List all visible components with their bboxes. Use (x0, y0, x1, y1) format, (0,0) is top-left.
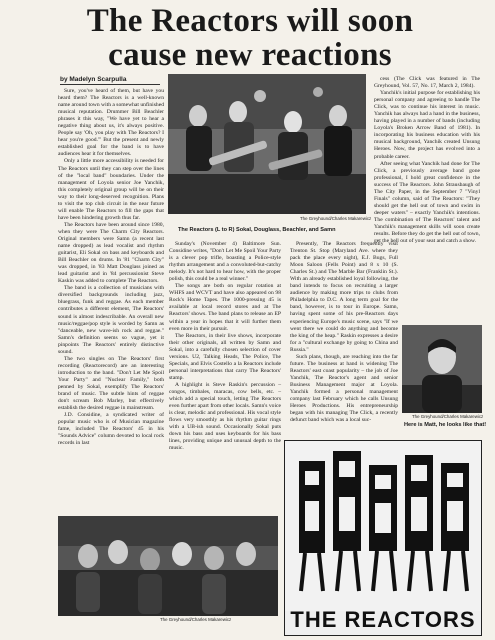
poster-title: THE REACTORS (290, 607, 476, 632)
crowd-photo-credit: The Greyhound/Charles Makarewicz (160, 617, 232, 622)
article-paragraph: cess (The Click was featured in The Greyhound, Vol. 57, No. 17, March 2, 1984). (374, 76, 480, 90)
headline (30, 4, 470, 72)
article-paragraph: The Reactors, in their live shows, incorporate their other originals, all written by Samn and Sokal, into a carefully chosen selection of cover versions. U2, Talking Heads, The Police, The Specials, and Elvis Costello a la Reactors include personal interpretations that carry The Reactors' stamp. (169, 332, 281, 381)
matt-photo (402, 325, 482, 413)
article-paragraph: Such plans, though, are reaching into the far future. The business at hand is widening The Reactors' east coast popularity – the job of Joe Yanchik, The Reactor's agent and senior Business Management major at Loyola. Yanchik formed a personal management company last February which he calls Unsung Heroes Productions. His entrepreneurship began with his managing The Click, a recently defunct band which was a local suc- (290, 353, 398, 424)
article-paragraph: The two singles on The Reactors' first recording (Reactorecord) are an interesting introduction to the band. "Don't Let Me Spoil Your Party" and "Nuclear Family," both penned by Sokal, exemplify The Reactors' brand of music. The subtle hints of reggae don't scream Bob Marley, but effectively establish the desired reggae in mainstream. (58, 355, 164, 412)
matt-photo-image (402, 325, 482, 413)
article-paragraph: After seeing what Yanchik had done for The Click, a previously average band gone professional, I hold great confidence in the success of The Reactors. John Strausbaugh of The City Paper, in the September 7 "Vinyl Finals" column, said of The Reactors: "They should get the hell out of town and swim in deeper waters" – exactly Yanchik's intentions. The combination of The Reactors' talent and Yanchik's management skills will soon create results. Before they do get the hell out of town, get the hell out of your seat and catch a show. (374, 160, 480, 245)
poster-artwork (285, 441, 481, 611)
crowd-photo (58, 516, 278, 616)
headline-line-2: cause new reactions (108, 37, 392, 73)
article-paragraph: Presently, The Reactors frequently visit Trenton St. Stop (Maryland Ave. where they pack the place every night), E.J. Bugs, Full Moon Saloon (Fells Point) and 8 x 10 (S. Charles St.) and The Marble Bar (Franklin St.). With an already established loyal following, the band intends to focus on recruiting a larger audience by making more trips to clubs from Philadelphia to D.C. A long term goal for the band, however, is to tour in Europe. Samn, having spent some of his pre-Reactors days experiencing Europe's music scene, says "If we went there we could do anything and become the king of the heap." Raskin expresses a desire for a "cultural exchange by going to China and Russia." (290, 241, 398, 353)
reactors-poster (284, 440, 482, 636)
byline: by Madelyn Scarpulla (60, 76, 160, 85)
matt-photo-credit: The Greyhound/Charles Makarewicz (412, 414, 484, 419)
headline-line-1: The Reactors will soon (86, 3, 414, 39)
article-paragraph: The songs are both on regular rotation at WHFS and WCVT and have also appeared on 98 Rock's Home Tapes. The 1000-pressing 45 is available at local record stores and at The Reactors' shows. The band plans to release an EP within a year in hopes that it will further them even more in their pursuit. (169, 283, 281, 332)
article-paragraph: J.D. Considine, a syndicated writer of popular music who is of Musician magazine fame, included The Reactors' 45 in his "Sounds Advice" column devoted to local rock records in last (58, 412, 164, 447)
article-paragraph: Sunday's (November 4) Baltimore Sun. Considine writes, "Don't Let Me Spoil Your Party is a clever pop trifle, boasting a Police-style rhythm arrangement and a convoluted-but-catchy melody. It's not hard to hear how, with the proper polish, this could be a real winner." (169, 241, 281, 283)
article-paragraph: Only a little more accessibility is needed for The Reactors until they can step over the lines of the "local band" boundaries. Under the management of Loyola senior Joe Yanchik, this completely original group will be on their way to their long-deserved recognition. Plans to visit the top club circuit in the near future will enable The Reactors to fill the gaps that have been hindering growth thus far. (58, 158, 164, 221)
article-column-4 (374, 76, 480, 320)
article-paragraph: Yanchik's initial purpose for establishing his personal company and agreeing to handle The Click, was to continue his interest in music. Yanchik has always had a hand in the business, having played in a number of bands (including Loyola's Broken Arrow Band of 1981). In incorporating his business education with his musical background, Yanchik created Unsung Heroes. Now, the project has evolved into a probable career. (374, 90, 480, 160)
article-paragraph: The band is a collection of musicians with diversified backgrounds including jazz, bluegrass, funk and reggae. As each member contributes a different element, The Reactors' sound is almost indescribable. An overall new music/reggae/pop style is worded by Samn as "danceable, new wave-ish rock and reggae." Samn's definition seems so vague, yet it pinpoints The Reactors' entirely distinctive sound. (58, 285, 164, 355)
band-photo-credit: The Greyhound/Charles Makarewicz (300, 216, 372, 221)
band-photo-caption: The Reactors (L to R) Sokal, Douglass, Beachler, and Samn (178, 227, 336, 233)
article-column-2 (169, 241, 281, 452)
article-paragraph: The Reactors have been around since 1980, when they were The Charm City Reactors. Original members were Samn (a recent last name dropped) as lead vocalist and rhythm guitarist, Eli Sokal on bass and keyboards and Bill Beachler on drums. In '81 "Charm City" was dropped, in '83 Matt Douglass joined as lead guitarist and in '84 percussionist Steve Kaskin was added to complete The Reactors. (58, 221, 164, 285)
article-paragraph: Sure, you've heard of them, but have you heard them? The Reactors is a well-known name around town with a somewhat unfinished musical reputation. Drummer Bill Beachler phrases it this way, "We have yet to hear a negative thing about us, it's always positive. People say 'Oh, you play with The Reactors? I hear you're good.'" But the present and newly established goal for the band is to have audiences hear it for themselves. (58, 88, 164, 158)
band-photo (168, 74, 366, 214)
crowd-photo-image (58, 516, 278, 616)
article-paragraph: A highlight is Steve Raskin's percussion – congos, timbales, maracas, cow bells, etc. – which add a special touch, letting The Reactors even further apart from other locals. Samn's voice is clear, melodic and professional. His vocal style flows very smoothly as his rhythm guitar rings with a UB-ish sound. Occasionally Sokal puts down his bass and uses keyboards for his bass lines, providing unique and unusual depth to the music. (169, 381, 281, 452)
matt-photo-caption: Here is Matt, he looks like that! (404, 422, 487, 428)
band-photo-image (168, 74, 366, 214)
